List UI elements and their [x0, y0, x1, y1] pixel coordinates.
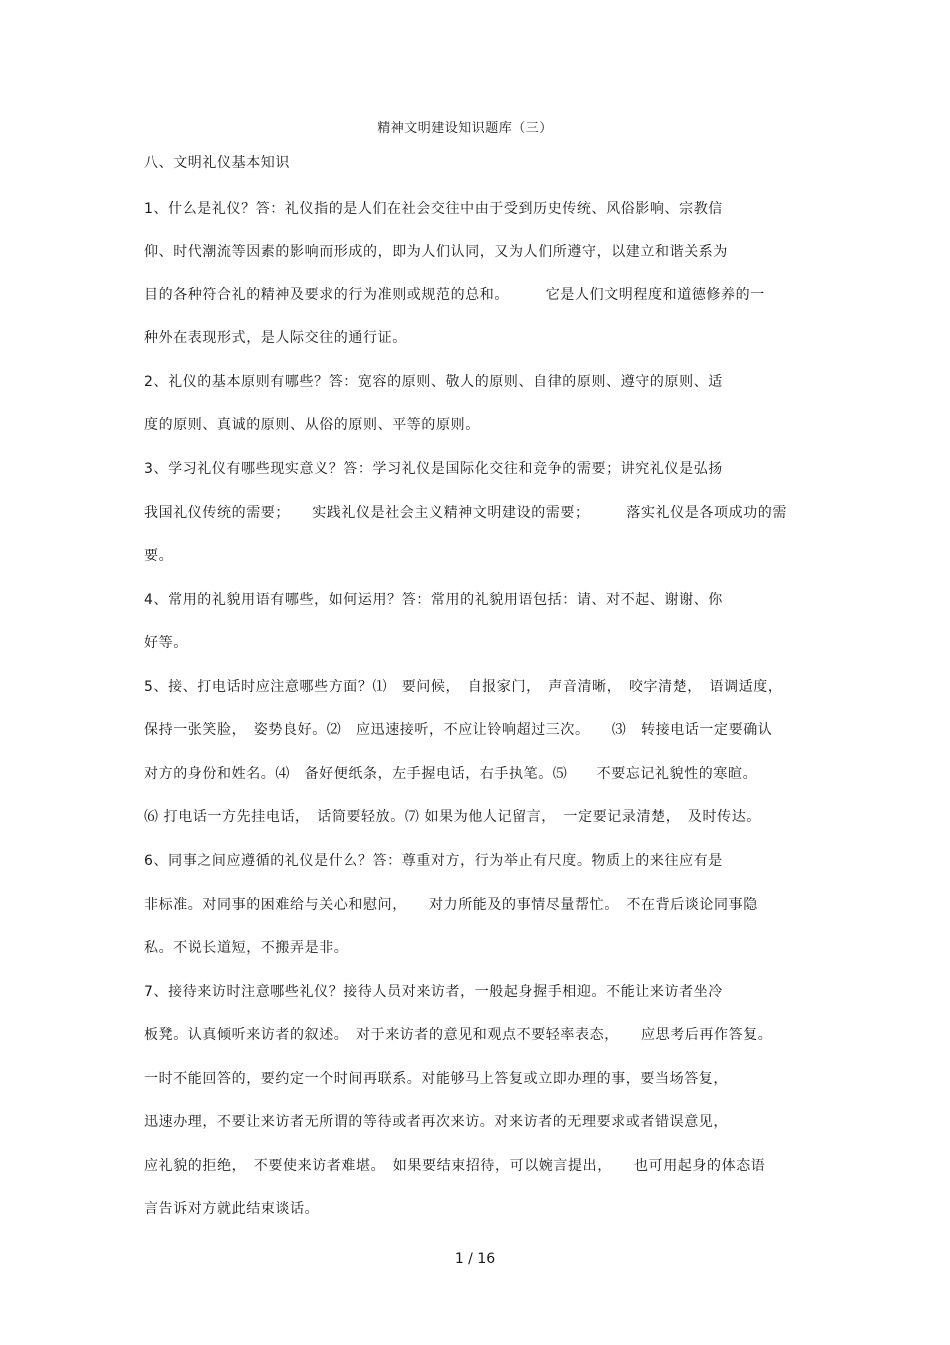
text-line: 3、学习礼仪有哪些现实意义？答：学习礼仪是国际化交往和竞争的需要；讲究礼仪是弘扬	[144, 461, 723, 477]
text-line: 好等。	[144, 635, 188, 651]
text-line: 度的原则、真诚的原则、从俗的原则、平等的原则。	[144, 417, 480, 433]
text-line: 7、接待来访时注意哪些礼仪？接待人员对来访者，一般起身握手相迎。不能让来访者坐冷	[144, 984, 723, 1000]
text-line: 1、什么是礼仪？答：礼仪指的是人们在社会交往中由于受到历史传统、风俗影响、宗教信	[144, 201, 723, 217]
text-line: 迅速办理，不要让来访者无所谓的等待或者再次来访。对来访者的无理要求或者错误意见，	[144, 1114, 728, 1130]
text-line: 私。不说长道短，不搬弄是非。	[144, 940, 349, 956]
text-line: 应礼貌的拒绝， 不要使来访者难堪。 如果要结束招待，可以婉言提出， 也可用起身的体态语	[144, 1158, 766, 1174]
document-title: 精神文明建设知识题库（三）	[377, 121, 553, 136]
text-line: 保持一张笑脸， 姿势良好。⑵ 应迅速接听，不应让铃响超过三次。 ⑶ 转接电话一定要确认	[144, 722, 773, 738]
text-line: 种外在表现形式，是人际交往的通行证。	[144, 330, 407, 346]
text-line: 言告诉对方就此结束谈话。	[144, 1201, 320, 1217]
text-line: 板凳。认真倾听来访者的叙述。 对于来访者的意见和观点不要轻率表态， 应思考后再作答复。	[144, 1027, 773, 1043]
text-line: 非标准。对同事的困难给与关心和慰问， 对力所能及的事情尽量帮忙。 不在背后谈论同事隐	[144, 897, 758, 913]
section-heading: 八、文明礼仪基本知识	[144, 155, 290, 171]
text-line: 5、接、打电话时应注意哪些方面？⑴ 要问候， 自报家门， 声音清晰， 咬字清楚， 语调适度，	[144, 679, 783, 695]
text-line: 对方的身份和姓名。⑷ 备好便纸条，左手握电话，右手执笔。⑸ 不要忘记礼貌性的寒暄。	[144, 766, 758, 782]
page-number: 1 / 16	[454, 1251, 496, 1267]
text-line: 要。	[144, 548, 174, 564]
text-line: 6、同事之间应遵循的礼仪是什么？答：尊重对方，行为举止有尺度。物质上的来往应有是	[144, 853, 723, 869]
text-line: 4、常用的礼貌用语有哪些，如何运用？答：常用的礼貌用语包括：请、对不起、谢谢、你	[144, 592, 723, 608]
text-line: ⑹ 打电话一方先挂电话， 话筒要轻放。⑺ 如果为他人记留言， 一定要记录清楚， 及时传达。	[144, 809, 761, 825]
text-line: 一时不能回答的，要约定一个时间再联系。对能够马上答复或立即办理的事，要当场答复，	[144, 1071, 728, 1087]
text-line: 2、礼仪的基本原则有哪些？答：宽容的原则、敬人的原则、自律的原则、遵守的原则、适	[144, 374, 723, 390]
text-line: 我国礼仪传统的需要； 实践礼仪是社会主义精神文明建设的需要； 落实礼仪是各项成功的需	[144, 505, 787, 521]
text-line: 目的各种符合礼的精神及要求的行为准则或规范的总和。 它是人们文明程度和道德修养的一	[144, 287, 765, 303]
text-line: 仰、时代潮流等因素的影响而形成的，即为人们认同，又为人们所遵守，以建立和谐关系为	[144, 244, 728, 260]
